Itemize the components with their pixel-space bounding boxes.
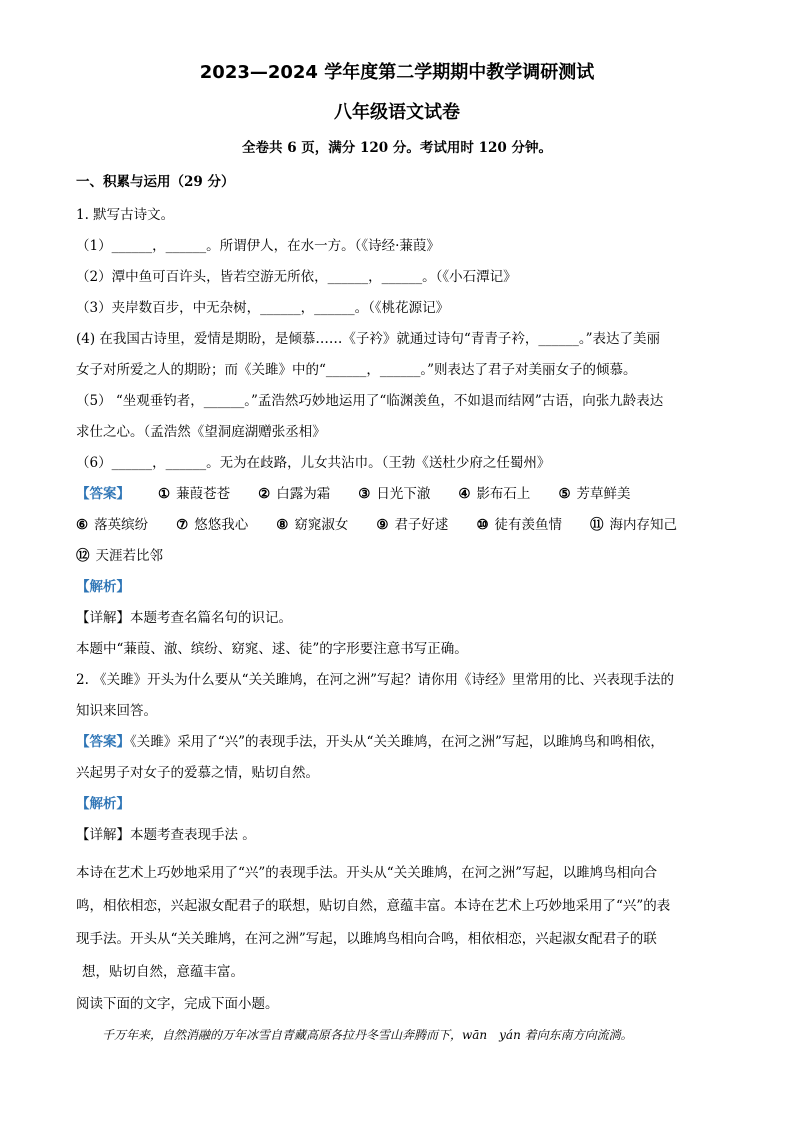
question-2-answer: 兴起男子对女子的爱慕之情，贴切自然。	[76, 765, 319, 781]
answer-text: 君子好逑	[394, 517, 449, 533]
answer-item	[476, 510, 562, 541]
answer-number: ⑧	[276, 517, 289, 533]
analysis-line: 鸣，相依相恋，兴起淑女配君子的联想，贴切自然，意蕴丰富。本诗在艺术上巧妙地采用了“兴”的表	[76, 898, 671, 914]
detail-text: 【详解】本题考查名篇名句的识记。	[76, 610, 292, 626]
answer-number: ②	[258, 486, 271, 502]
answer-item	[276, 510, 348, 541]
analysis-line: 想，贴切自然，意蕴丰富。	[82, 964, 244, 980]
detail-note: 本题中“蒹葭、澈、缤纷、窈窕、逑、徒”的字形要注意书写正确。	[76, 641, 468, 657]
answer-label: 【答案】	[76, 734, 130, 750]
reading-passage: 千万年来，自然消融的万年冰雪自青藏高原各拉丹冬雪山奔腾而下，wān yán 着向东南方向流淌。	[102, 1028, 633, 1042]
question-1-item: 求仕之心。（孟浩然《望洞庭湖赠张丞相》	[76, 424, 326, 440]
answer-text: 芳草鲜美	[576, 486, 631, 502]
answer-number: ⑥	[76, 517, 89, 533]
answer-item	[590, 510, 677, 541]
question-1-item: （6）______，______。无为在歧路，儿女共沾巾。（王勃《送杜少府之任蜀州》	[76, 455, 551, 471]
question-1-answers	[76, 479, 718, 572]
answer-item	[76, 510, 148, 541]
analysis-line: 现手法。开头从“关关雎鸠，在河之洲”写起，以雎鸠鸟相向合鸣，相依相恋，兴起淑女配君子的联	[76, 931, 657, 947]
exam-title: 2023—2024 学年度第二学期期中教学调研测试	[199, 62, 595, 83]
answer-text: 《关雎》采用了“兴”的表现手法，开头从“关关雎鸠，在河之洲”写起，以雎鸠鸟和鸣相依，	[130, 734, 664, 750]
exam-subtitle: 八年级语文试卷	[334, 102, 460, 123]
answer-text: 落英缤纷	[94, 517, 149, 533]
answer-item	[558, 479, 630, 510]
question-1-item: （3）夹岸数百步，中无杂树，______，______。（《桃花源记》	[76, 300, 450, 316]
question-1-item: 女子对所爱之人的期盼；而《关雎》中的“______，______。”则表达了君子对美丽女子的倾慕。	[76, 362, 637, 378]
section-heading: 一、积累与运用（29 分）	[76, 174, 235, 190]
answer-number: ⑦	[176, 517, 189, 533]
answer-item	[76, 541, 163, 572]
question-1-stem: 1. 默写古诗文。	[76, 207, 175, 223]
answer-label: 【答案】	[76, 486, 130, 502]
answer-text: 悠悠我心	[194, 517, 249, 533]
answer-text: 影布石上	[476, 486, 531, 502]
analysis-label: 【解析】	[76, 796, 130, 812]
question-1-item: (4) 在我国古诗里，爱情是期盼，是倾慕……《子衿》就通过诗句“青青子衿，______。”表达了美丽	[76, 331, 660, 347]
answer-item	[376, 510, 448, 541]
answer-text: 海内存知己	[609, 517, 678, 533]
answer-text: 白露为霜	[276, 486, 331, 502]
detail-text: 【详解】本题考查表现手法 。	[76, 827, 256, 843]
answer-text: 天涯若比邻	[95, 548, 163, 564]
answer-text: 徒有羡鱼情	[494, 517, 563, 533]
answer-number: ④	[458, 486, 471, 502]
answer-item	[458, 479, 530, 510]
reading-intro: 阅读下面的文字，完成下面小题。	[76, 996, 279, 1012]
answer-item	[158, 479, 230, 510]
answer-item	[258, 479, 330, 510]
answer-number: ⑫	[76, 548, 90, 564]
question-2-answer	[76, 727, 718, 758]
answer-text: 日光下澈	[376, 486, 431, 502]
answer-number: ①	[158, 486, 171, 502]
question-2-stem: 知识来回答。	[76, 703, 157, 719]
question-2-stem: 2. 《关雎》开头为什么要从“关关雎鸠，在河之洲”写起？请你用《诗经》里常用的比、兴表现手法的	[76, 672, 674, 688]
answer-text: 窈窕淑女	[294, 517, 349, 533]
answer-number: ⑪	[590, 517, 604, 533]
exam-info: 全卷共 6 页，满分 120 分。考试用时 120 分钟。	[242, 140, 552, 156]
analysis-line: 本诗在艺术上巧妙地采用了“兴”的表现手法。开头从“关关雎鸠，在河之洲”写起，以雎鸠鸟相向合	[76, 865, 658, 881]
answer-text: 蒹葭苍苍	[176, 486, 231, 502]
question-1-item: （2）潭中鱼可百许头，皆若空游无所依，______，______。（《小石潭记》	[76, 269, 517, 285]
answer-number: ⑤	[558, 486, 571, 502]
answer-item	[176, 510, 248, 541]
answer-number: ③	[358, 486, 371, 502]
question-1-item: （5） “坐观垂钓者，______。”孟浩然巧妙地运用了“临渊羡鱼，不如退而结网”古语，向张九龄表达	[76, 393, 664, 409]
answer-number: ⑨	[376, 517, 389, 533]
answer-number: ⑩	[476, 517, 489, 533]
answer-item	[358, 479, 430, 510]
analysis-label: 【解析】	[76, 579, 130, 595]
question-1-item: （1）______，______。所谓伊人，在水一方。（《诗经·蒹葭》	[76, 238, 440, 254]
